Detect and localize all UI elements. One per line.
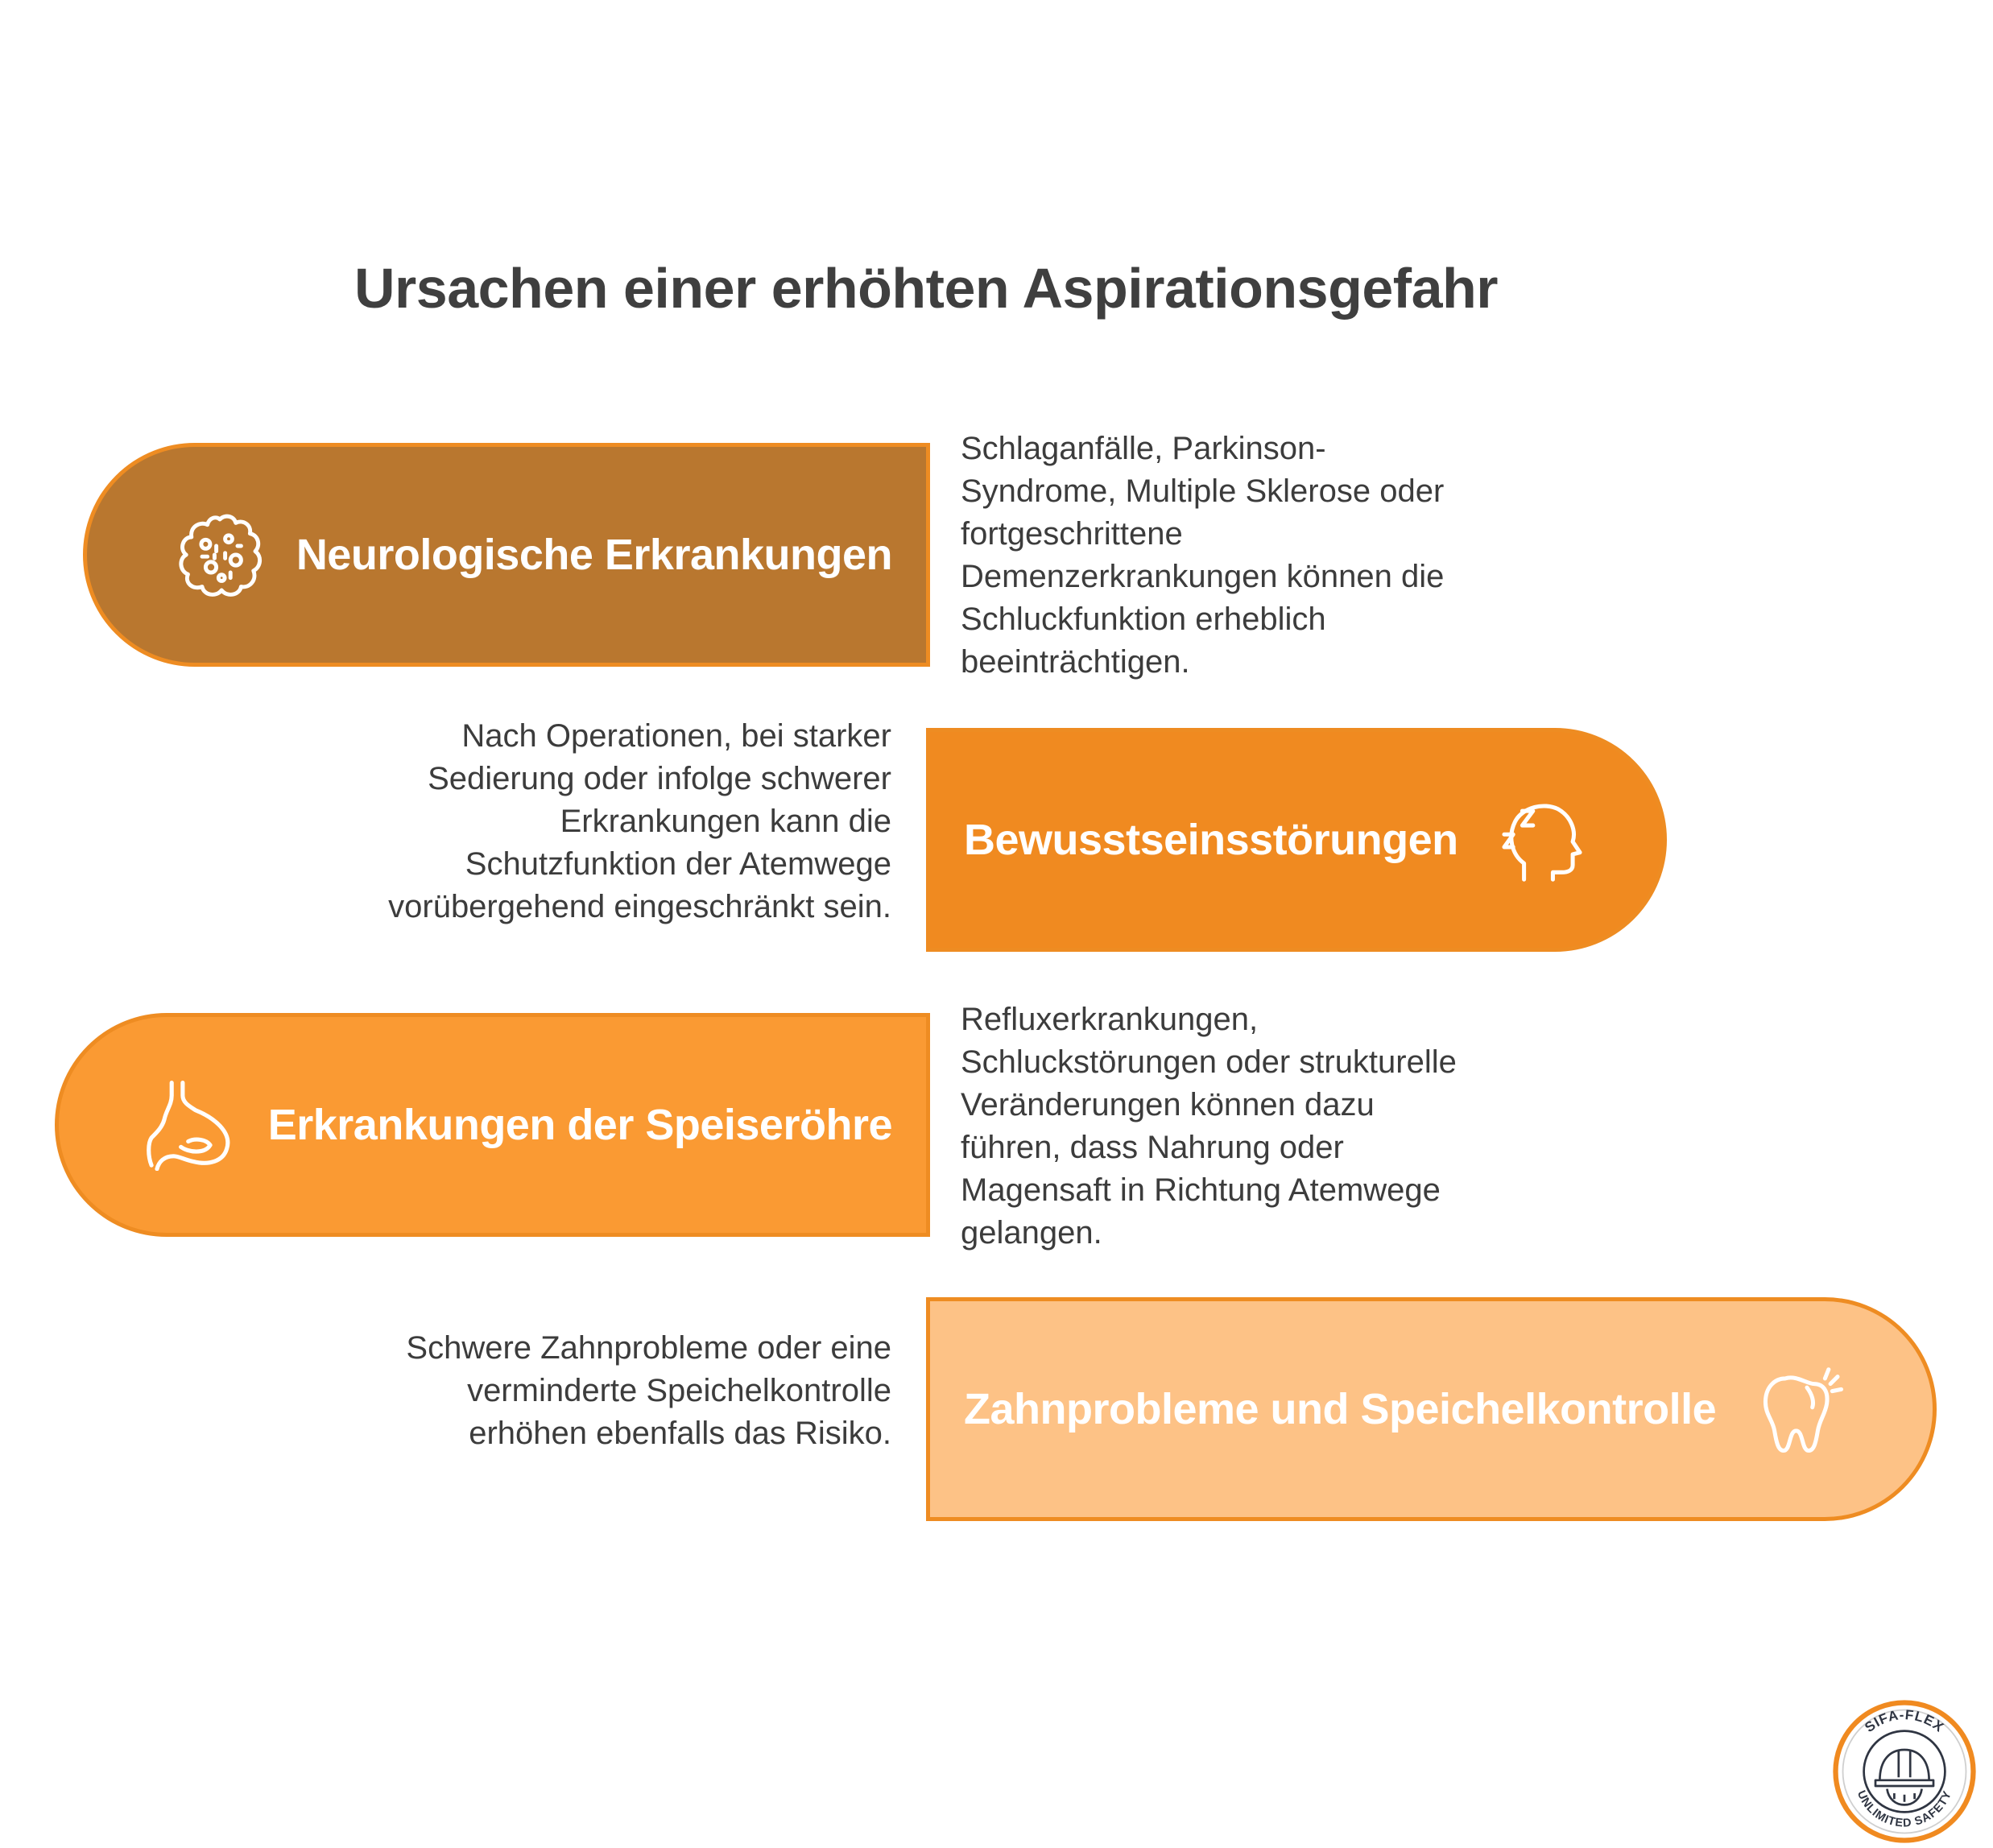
logo-bottom-text: UNLIMITED SAFETY bbox=[1854, 1788, 1955, 1830]
stomach-icon bbox=[144, 1079, 236, 1171]
page-title: Ursachen einer erhöhten Aspirationsgefahr bbox=[354, 257, 1499, 320]
logo-top-text: SIFA-FLEX bbox=[1862, 1707, 1947, 1736]
sleeping-head-icon bbox=[1497, 795, 1587, 885]
pill-zahnprobleme-und-speichelkontrolle bbox=[926, 1297, 1937, 1521]
pill-erkrankungen-der-speiseroehre bbox=[55, 1013, 930, 1237]
description-neurologische-erkrankungen: Schlaganfälle, Parkinson-Syndrome, Multiple Sklerose oder fortgeschrittene Demenzerkrankungen können die Schluckfunktion erheblich beeinträchtigen. bbox=[961, 431, 1445, 680]
tooth-pain-icon bbox=[1755, 1364, 1845, 1454]
description-erkrankungen-der-speiseroehre: Refluxerkrankungen, Schluckstörungen oder strukturelle Veränderungen können dazu führen, dass Nahrung oder Magensaft in Richtung Atemwege gelangen. bbox=[961, 1002, 1457, 1251]
pill-bewusstseinsstoerungen bbox=[926, 728, 1667, 952]
description-zahnprobleme-und-speichelkontrolle: Schwere Zahnprobleme oder eine verminderte Speichelkontrolle erhöhen ebenfalls das Risiko. bbox=[406, 1330, 891, 1451]
pill-label: Erkrankungen der Speiseröhre bbox=[267, 1101, 892, 1149]
description-bewusstseinsstoerungen: Nach Operationen, bei starker Sedierung oder infolge schwerer Erkrankungen kann die Schutzfunktion der Atemwege vorübergehend eingeschränkt sein. bbox=[388, 718, 891, 924]
hardhat-gear-logo-icon bbox=[1832, 1699, 1977, 1844]
pill-label: Bewusstseinsstörungen bbox=[964, 816, 1458, 864]
pill-label: Neurologische Erkrankungen bbox=[296, 531, 892, 579]
pill-neurologische-erkrankungen bbox=[83, 443, 930, 667]
brain-icon bbox=[176, 511, 264, 599]
pill-label: Zahnprobleme und Speichelkontrolle bbox=[964, 1385, 1717, 1433]
